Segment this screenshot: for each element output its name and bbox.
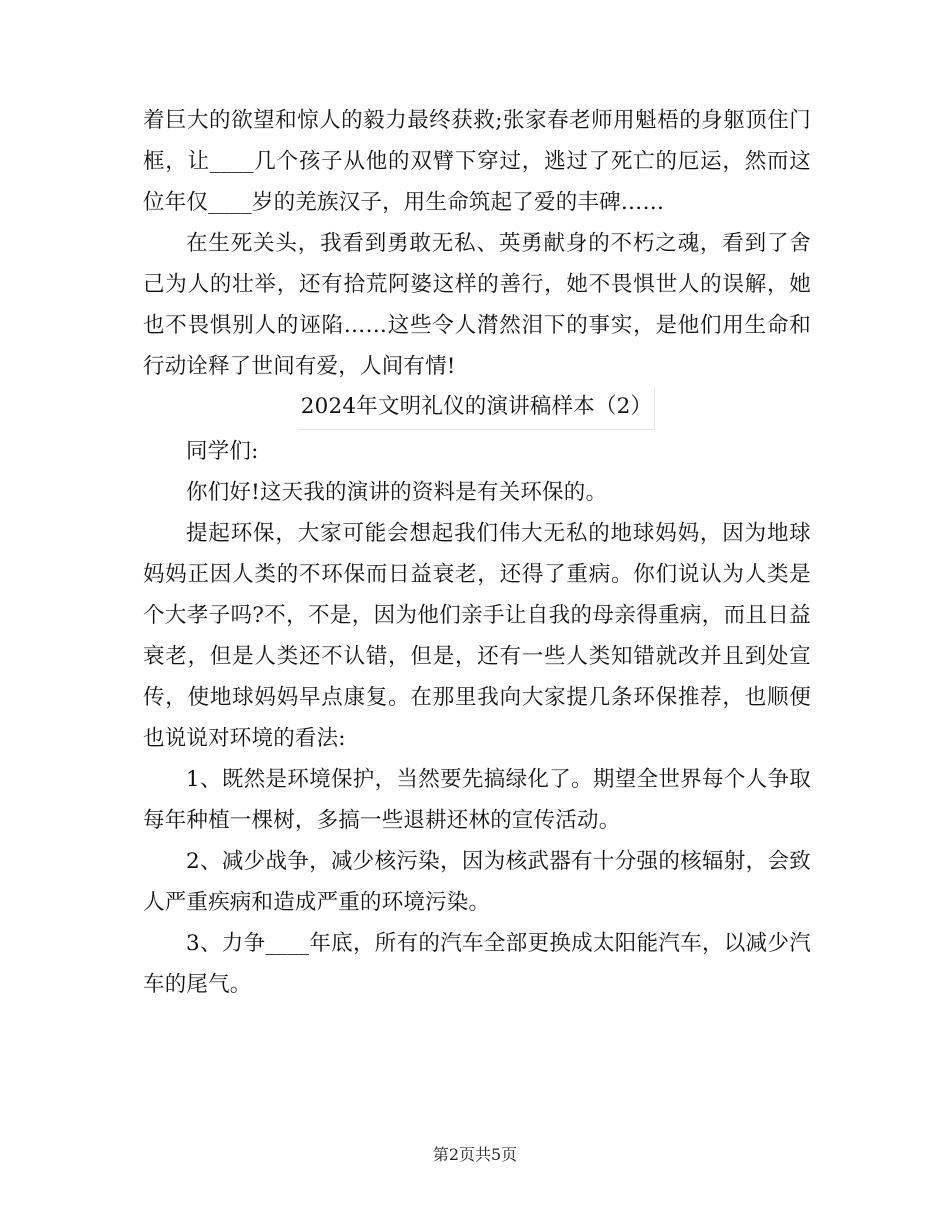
paragraph-point-2: 2、减少战争，减少核污染，因为核武器有十分强的核辐射，会致人严重疾病和造成严重的环境污染。 [143,849,811,915]
paragraph-point-3: 3、力争____年底，所有的汽车全部更换成太阳能汽车，以减少汽车的尾气。 [143,931,811,997]
section-title: 2024年文明礼仪的演讲稿样本（2） [299,387,656,430]
page-number: 第2页共5页 [432,1145,518,1164]
paragraph: 在生死关头，我看到勇敢无私、英勇献身的不朽之魂，看到了舍己为人的壮举，还有拾荒阿婆这样的善行，她不畏惧世人的误解，她也不畏惧别人的诬陷……这些令人潸然泪下的事实，是他们用生命和行动诠释了世间有爱，人间有情! [143,231,811,379]
document-body [143,100,811,1005]
paragraph: 提起环保，大家可能会想起我们伟大无私的地球妈妈，因为地球妈妈正因人类的不环保而日益衰老，还得了重病。你们说认为人类是个大孝子吗?不，不是，因为他们亲手让自我的母亲得重病，而且日益衰老，但是人类还不认错，但是，还有一些人类知错就改并且到处宣传，使地球妈妈早点康复。在那里我向大家提几条环保推荐，也顺便也说说对环境的看法: [143,521,811,751]
paragraph-continuation: 着巨大的欲望和惊人的毅力最终获救;张家春老师用魁梧的身躯顶住门框，让____几个孩子从他的双臂下穿过，逃过了死亡的厄运，然而这位年仅____岁的羌族汉子，用生命筑起了爱的丰碑…… [143,108,811,215]
paragraph-salutation: 同学们: [186,439,259,464]
section-title-row [143,387,811,431]
paragraph-greeting: 你们好!这天我的演讲的资料是有关环保的。 [186,480,608,505]
paragraph-point-1: 1、既然是环境保护，当然要先搞绿化了。期望全世界每个人争取每年种植一棵树，多搞一些退耕还林的宣传活动。 [143,767,811,833]
